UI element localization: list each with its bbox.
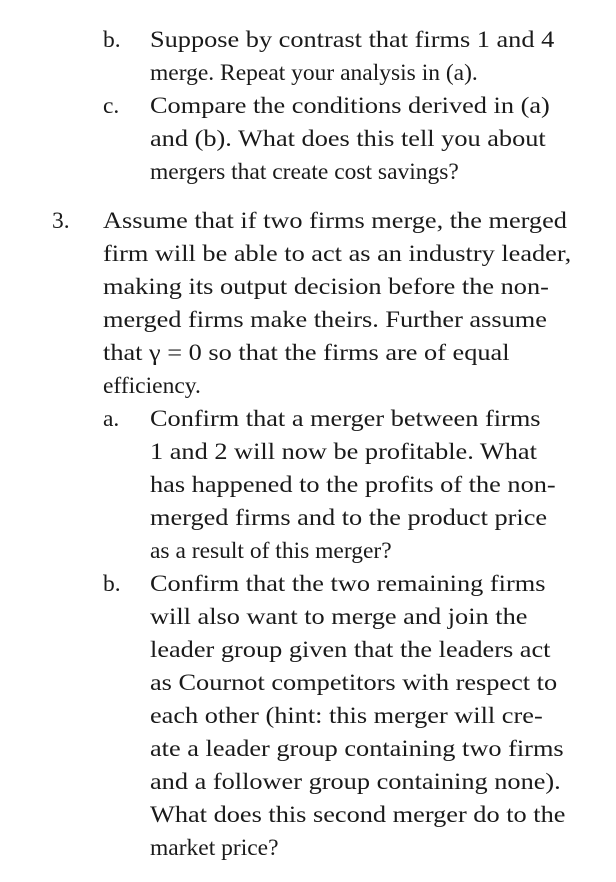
problem-3-part-b-label: b. <box>103 571 121 597</box>
problem-3-part-a-label: a. <box>103 406 120 432</box>
part-b-line: Suppose by contrast that firms 1 and 4 <box>150 27 555 53</box>
problem-3-part-b-line: as Cournot competitors with respect to <box>150 670 558 696</box>
problem-3-stem-line: making its output decision before the non- <box>103 274 549 300</box>
problem-3-part-a-line: Confirm that a merger between firms <box>150 406 541 432</box>
part-b-label: b. <box>103 27 121 53</box>
problem-3-part-b-line: will also want to merge and join the <box>150 604 528 630</box>
problem-3-stem-line: that γ = 0 so that the firms are of equal <box>103 340 510 366</box>
part-c-line: mergers that create cost savings? <box>150 159 459 185</box>
problem-3-stem-line: efficiency. <box>103 373 201 399</box>
problem-3-number: 3. <box>52 208 70 234</box>
problem-3-part-b-line: Confirm that the two remaining firms <box>150 571 546 597</box>
problem-3-stem-line: merged firms make theirs. Further assume <box>103 307 547 333</box>
problem-3-stem-line: Assume that if two firms merge, the merged <box>103 208 567 234</box>
problem-3-part-a-line: as a result of this merger? <box>150 538 392 564</box>
problem-3-part-b-line: leader group given that the leaders act <box>150 637 551 663</box>
problem-3-part-b-line: and a follower group containing none). <box>150 769 561 795</box>
problem-3-part-b-line: each other (hint: this merger will cre- <box>150 703 543 729</box>
problem-3-part-a-line: merged firms and to the product price <box>150 505 548 531</box>
part-b-line: merge. Repeat your analysis in (a). <box>150 60 478 86</box>
problem-3-part-a-line: 1 and 2 will now be profitable. What <box>150 439 537 465</box>
part-c-line: and (b). What does this tell you about <box>150 126 546 152</box>
part-c-label: c. <box>103 93 120 119</box>
part-c-line: Compare the conditions derived in (a) <box>150 93 550 119</box>
problem-3-part-b-line: market price? <box>150 835 279 861</box>
problem-3-part-a-line: has happened to the profits of the non- <box>150 472 556 498</box>
problem-3-stem-line: firm will be able to act as an industry leader, <box>103 241 572 267</box>
problem-3-part-b-line: What does this second merger do to the <box>150 802 566 828</box>
problem-3-part-b-line: ate a leader group containing two firms <box>150 736 564 762</box>
